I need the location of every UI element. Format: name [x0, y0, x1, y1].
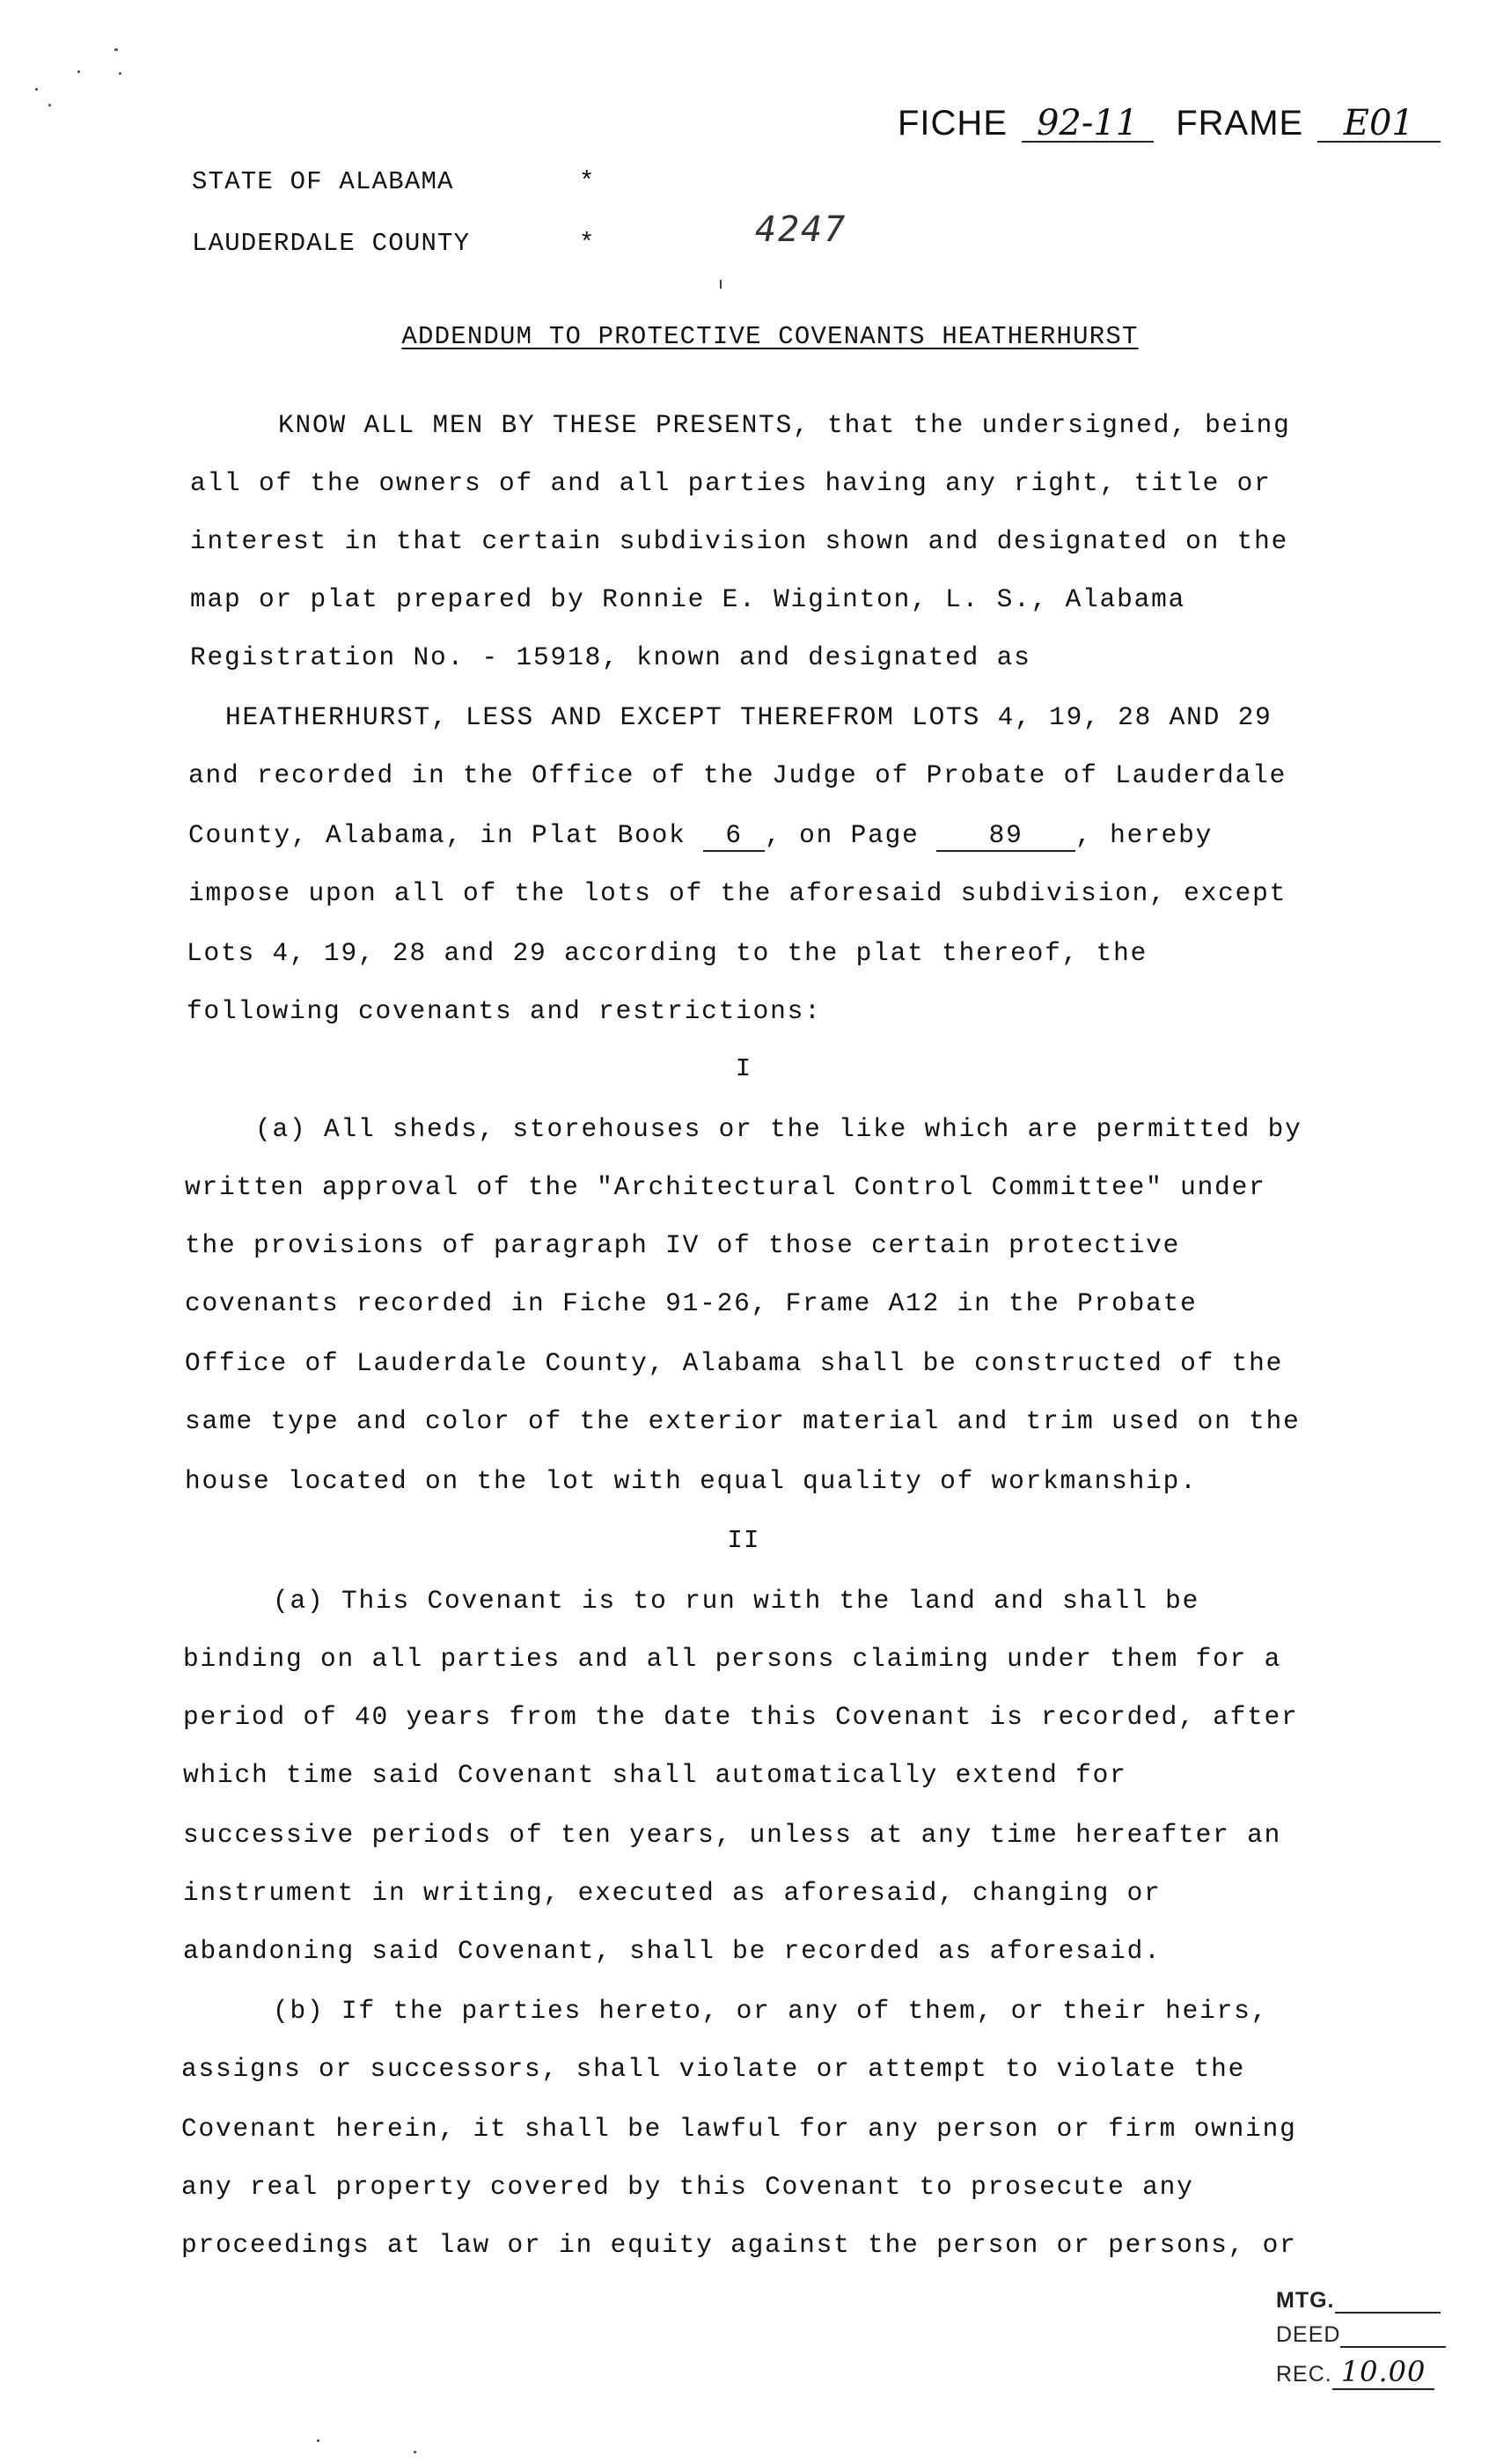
stamp-mtg-label: MTG. [1276, 2288, 1335, 2313]
scan-speck [35, 88, 38, 91]
section-i-line-7: house located on the lot with equal quality of workmanship. [185, 1466, 1198, 1496]
recording-stamp [1276, 2288, 1446, 2388]
section-ii-a-line-1: (a) This Covenant is to run with the land and shall be [273, 1586, 1200, 1616]
section-i-line-2: written approval of the "Architectural Control Committee" under [185, 1172, 1266, 1202]
section-ii-heading: II [727, 1526, 760, 1555]
state-asterisk: * [579, 167, 596, 196]
scan-speck [114, 48, 118, 51]
intro-line-8 [188, 820, 1213, 852]
intro-line-10: Lots 4, 19, 28 and 29 according to the plat thereof, the [187, 938, 1148, 968]
stamp-mtg [1276, 2288, 1446, 2314]
intro-line-8-a: County, Alabama, in Plat Book [188, 820, 686, 850]
section-ii-b-line-3: Covenant herein, it shall be lawful for any person or firm owning [181, 2114, 1297, 2144]
section-i-line-5: Office of Lauderdale County, Alabama shall be constructed of the [185, 1348, 1284, 1378]
county-asterisk: * [579, 229, 596, 258]
plat-book-value: 6 [703, 820, 765, 852]
frame-label: FRAME [1176, 104, 1304, 143]
scan-speck [77, 70, 80, 73]
intro-line-7: and recorded in the Office of the Judge of Probate of Lauderdale [188, 760, 1287, 790]
frame-value: E01 [1317, 106, 1441, 143]
county-line [192, 229, 470, 258]
intro-line-6: HEATHERHURST, LESS AND EXCEPT THEREFROM LOTS 4, 19, 28 AND 29 [225, 702, 1272, 732]
document-number: 4247 [755, 209, 847, 250]
section-ii-b-line-1: (b) If the parties hereto, or any of them, or their heirs, [273, 1996, 1269, 2026]
fiche-value: 92-11 [1022, 106, 1154, 143]
section-ii-a-line-5: successive periods of ten years, unless at any time hereafter an [183, 1820, 1282, 1850]
section-ii-a-line-6: instrument in writing, executed as aforesaid, changing or [183, 1878, 1162, 1908]
intro-line-9: impose upon all of the lots of the aforesaid subdivision, except [188, 878, 1287, 908]
stamp-deed [1276, 2322, 1446, 2348]
page-title: ADDENDUM TO PROTECTIVE COVENANTS HEATHERHURST [401, 322, 1139, 351]
intro-line-8-b: , on Page [765, 820, 920, 850]
intro-line-3: interest in that certain subdivision shown and designated on the [190, 526, 1289, 556]
section-ii-a-line-7: abandoning said Covenant, shall be recorded as aforesaid. [183, 1936, 1162, 1966]
intro-line-11: following covenants and restrictions: [187, 996, 822, 1026]
county-text: LAUDERDALE COUNTY [192, 229, 471, 258]
intro-line-8-c: , hereby [1075, 820, 1214, 850]
scan-speck [48, 104, 51, 106]
stamp-rec-label: REC. [1276, 2362, 1332, 2387]
scan-speck [720, 280, 722, 289]
section-ii-b-line-5: proceedings at law or in equity against the person or persons, or [181, 2230, 1297, 2260]
state-text: STATE OF ALABAMA [192, 167, 454, 196]
stamp-rec-value: 10.00 [1332, 2355, 1435, 2390]
section-ii-a-line-3: period of 40 years from the date this Covenant is recorded, after [183, 1702, 1299, 1732]
section-i-line-3: the provisions of paragraph IV of those certain protective [185, 1230, 1181, 1260]
intro-line-4: map or plat prepared by Ronnie E. Wiginton, L. S., Alabama [190, 584, 1186, 614]
section-i-heading: I [735, 1054, 752, 1083]
page-value: 89 [936, 820, 1075, 852]
intro-line-2: all of the owners of and all parties having any right, title or [190, 468, 1272, 498]
intro-line-5: Registration No. - 15918, known and designated as [190, 642, 1031, 672]
stamp-rec [1276, 2355, 1446, 2388]
section-ii-b-line-4: any real property covered by this Covenant to prosecute any [181, 2172, 1194, 2202]
section-i-line-1: (a) All sheds, storehouses or the like which are permitted by [255, 1114, 1302, 1144]
scan-speck [119, 72, 121, 75]
intro-line-1: KNOW ALL MEN BY THESE PRESENTS, that the undersigned, being [278, 410, 1291, 440]
scan-speck [414, 2451, 416, 2453]
section-ii-a-line-2: binding on all parties and all persons claiming under them for a [183, 1644, 1282, 1674]
section-i-line-6: same type and color of the exterior material and trim used on the [185, 1406, 1301, 1436]
state-line [192, 167, 454, 196]
scan-speck [317, 2439, 319, 2442]
section-ii-a-line-4: which time said Covenant shall automatically extend for [183, 1760, 1127, 1790]
section-i-line-4: covenants recorded in Fiche 91-26, Frame A12 in the Probate [185, 1288, 1198, 1318]
section-ii-b-line-2: assigns or successors, shall violate or attempt to violate the [181, 2054, 1246, 2084]
stamp-deed-label: DEED [1276, 2322, 1341, 2347]
fiche-label: FICHE [898, 104, 1008, 143]
fiche-frame-header [898, 104, 1441, 143]
